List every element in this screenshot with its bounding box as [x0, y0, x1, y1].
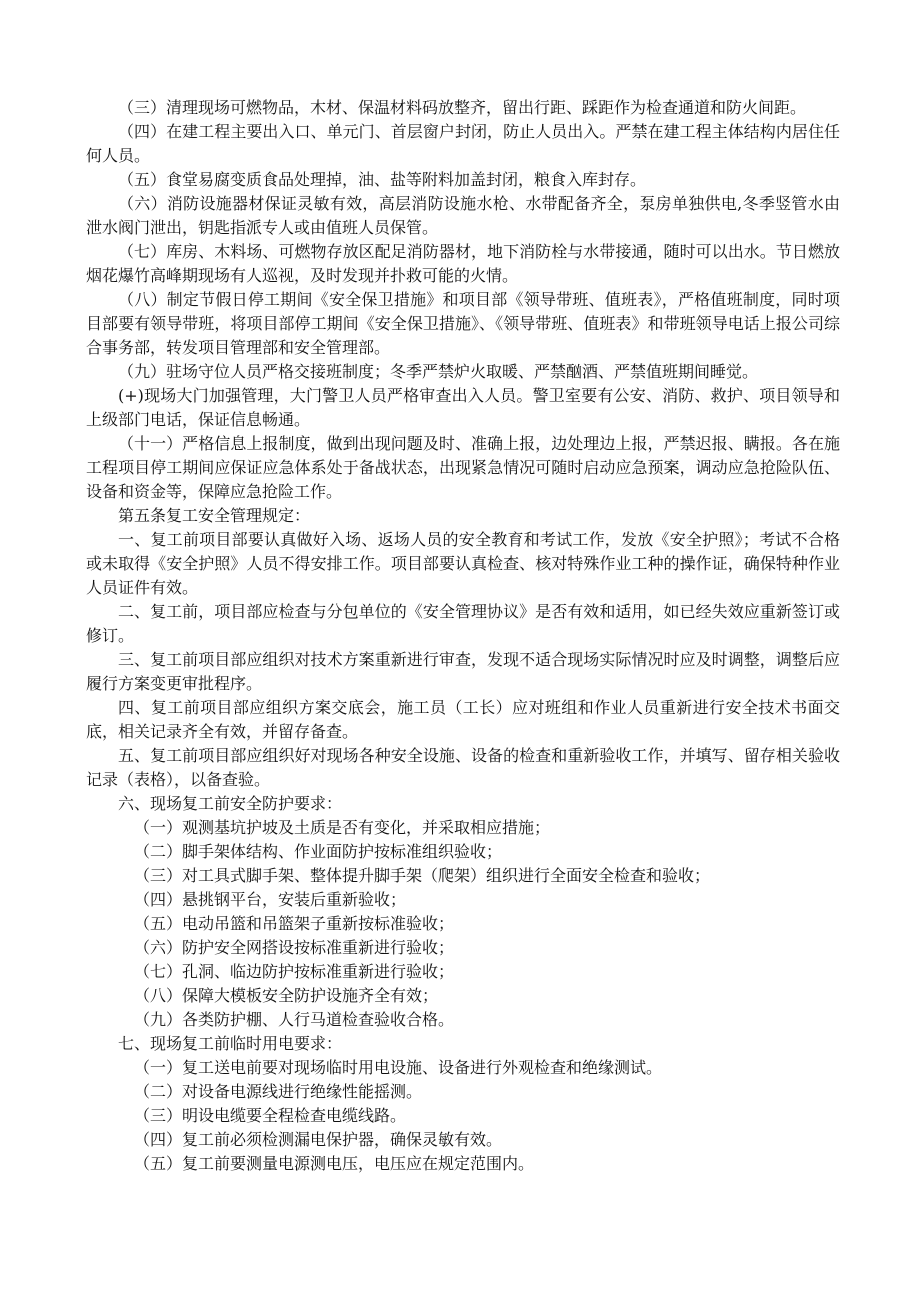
section-six-item: （三）对工具式脚手架、整体提升脚手架（爬架）组织进行全面安全检查和验收；: [134, 866, 711, 885]
section-six-item: （九）各类防护棚、人行马道检查验收合格。: [134, 1010, 455, 1029]
section-six-item: （四）悬挑钢平台，安装后重新验收；: [134, 890, 407, 909]
paragraph-qi: （七）库房、木料场、可燃物存放区配足消防器材，地下消防栓与水带接通，随时可以出水。节日燃放烟花爆竹高峰期现场有人巡视，及时发现并扑救可能的火情。: [86, 242, 840, 285]
clause-two: 二、复工前，项目部应检查与分包单位的《安全管理协议》是否有效和适用，如已经失效应重新签订或修订。: [86, 602, 840, 645]
paragraph-wu: （五）食堂易腐变质食品处理掉，油、盐等附料加盖封闭，粮食入库封存。: [118, 170, 647, 189]
paragraph-san: （三）清理现场可燃物品，木材、保温材料码放整齐，留出行距、踩距作为检查通道和防火间距。: [118, 98, 807, 117]
section-seven-item: （二）对设备电源线进行绝缘性能摇测。: [134, 1082, 423, 1101]
clause-four: 四、复工前项目部应组织方案交底会，施工员（工长）应对班组和作业人员重新进行安全技术书面交底，相关记录齐全有效，并留存备查。: [86, 698, 840, 741]
section-six-item: （八）保障大模板安全防护设施齐全有效；: [134, 986, 439, 1005]
section-seven-item: （三）明设电缆要全程检查电缆线路。: [134, 1106, 407, 1125]
section-six-title: 六、现场复工前安全防护要求：: [118, 794, 343, 813]
section-seven-item: （四）复工前必须检测漏电保护器，确保灵敏有效。: [134, 1130, 503, 1149]
paragraph-liu: （六）消防设施器材保证灵敏有效，高层消防设施水枪、水带配备齐全，泵房单独供电,冬季竖管水由泄水阀门泄出，钥匙指派专人或由值班人员保管。: [86, 194, 840, 237]
section-six-item: （七）孔洞、临边防护按标准重新进行验收；: [134, 962, 455, 981]
section-six-item: （六）防护安全网搭设按标准重新进行验收；: [134, 938, 455, 957]
section-seven-item: （五）复工前要测量电源测电压，电压应在规定范围内。: [134, 1154, 535, 1173]
paragraph-jiu: （九）驻场守位人员严格交接班制度；冬季严禁炉火取暖、严禁酗酒、严禁值班期间睡觉。: [118, 362, 759, 381]
section-six-item: （一）观测基坑护坡及土质是否有变化，并采取相应措施；: [134, 818, 551, 837]
section-six-item: （五）电动吊篮和吊篮架子重新按标准验收；: [134, 914, 455, 933]
clause-five: 五、复工前项目部应组织好对现场各种安全设施、设备的检查和重新验收工作，并填写、留存相关验收记录（表格），以备查验。: [86, 746, 840, 789]
paragraph-shi: (+)现场大门加强管理，大门警卫人员严格审查出入人员。警卫室要有公安、消防、救护、项目领导和上级部门电话，保证信息畅通。: [86, 386, 840, 429]
paragraph-ba: （八）制定节假日停工期间《安全保卫措施》和项目部《领导带班、值班表》，严格值班制度，同时项目部要有领导带班，将项目部停工期间《安全保卫措施》、《领导带班、值班表》和带班领导电话上报公司综合事务部，转发项目管理部和安全管理部。: [86, 290, 840, 357]
clause-one: 一、复工前项目部要认真做好入场、返场人员的安全教育和考试工作，发放《安全护照》；考试不合格或未取得《安全护照》人员不得安排工作。项目部要认真检查、核对特殊作业工种的操作证，确保特种作业人员证件有效。: [86, 530, 840, 597]
section-six-item: （二）脚手架体结构、作业面防护按标准组织验收；: [134, 842, 503, 861]
document-body: [86, 96, 840, 1176]
paragraph-shiyi: （十一）严格信息上报制度，做到出现问题及时、准确上报，边处理边上报，严禁迟报、瞒报。各在施工程项目停工期间应保证应急体系处于备战状态，出现紧急情况可随时启动应急预案，调动应急抢险队伍、设备和资金等，保障应急抢险工作。: [86, 434, 840, 501]
section-seven-item: （一）复工送电前要对现场临时用电设施、设备进行外观检查和绝缘测试。: [134, 1058, 663, 1077]
section-seven-title: 七、现场复工前临时用电要求：: [118, 1034, 343, 1053]
paragraph-si: （四）在建工程主要出入口、单元门、首层窗户封闭，防止人员出入。严禁在建工程主体结构内居住任何人员。: [86, 122, 840, 165]
article-five-heading: 第五条复工安全管理规定：: [118, 506, 311, 525]
clause-three: 三、复工前项目部应组织对技术方案重新进行审查，发现不适合现场实际情况时应及时调整，调整后应履行方案变更审批程序。: [86, 650, 840, 693]
